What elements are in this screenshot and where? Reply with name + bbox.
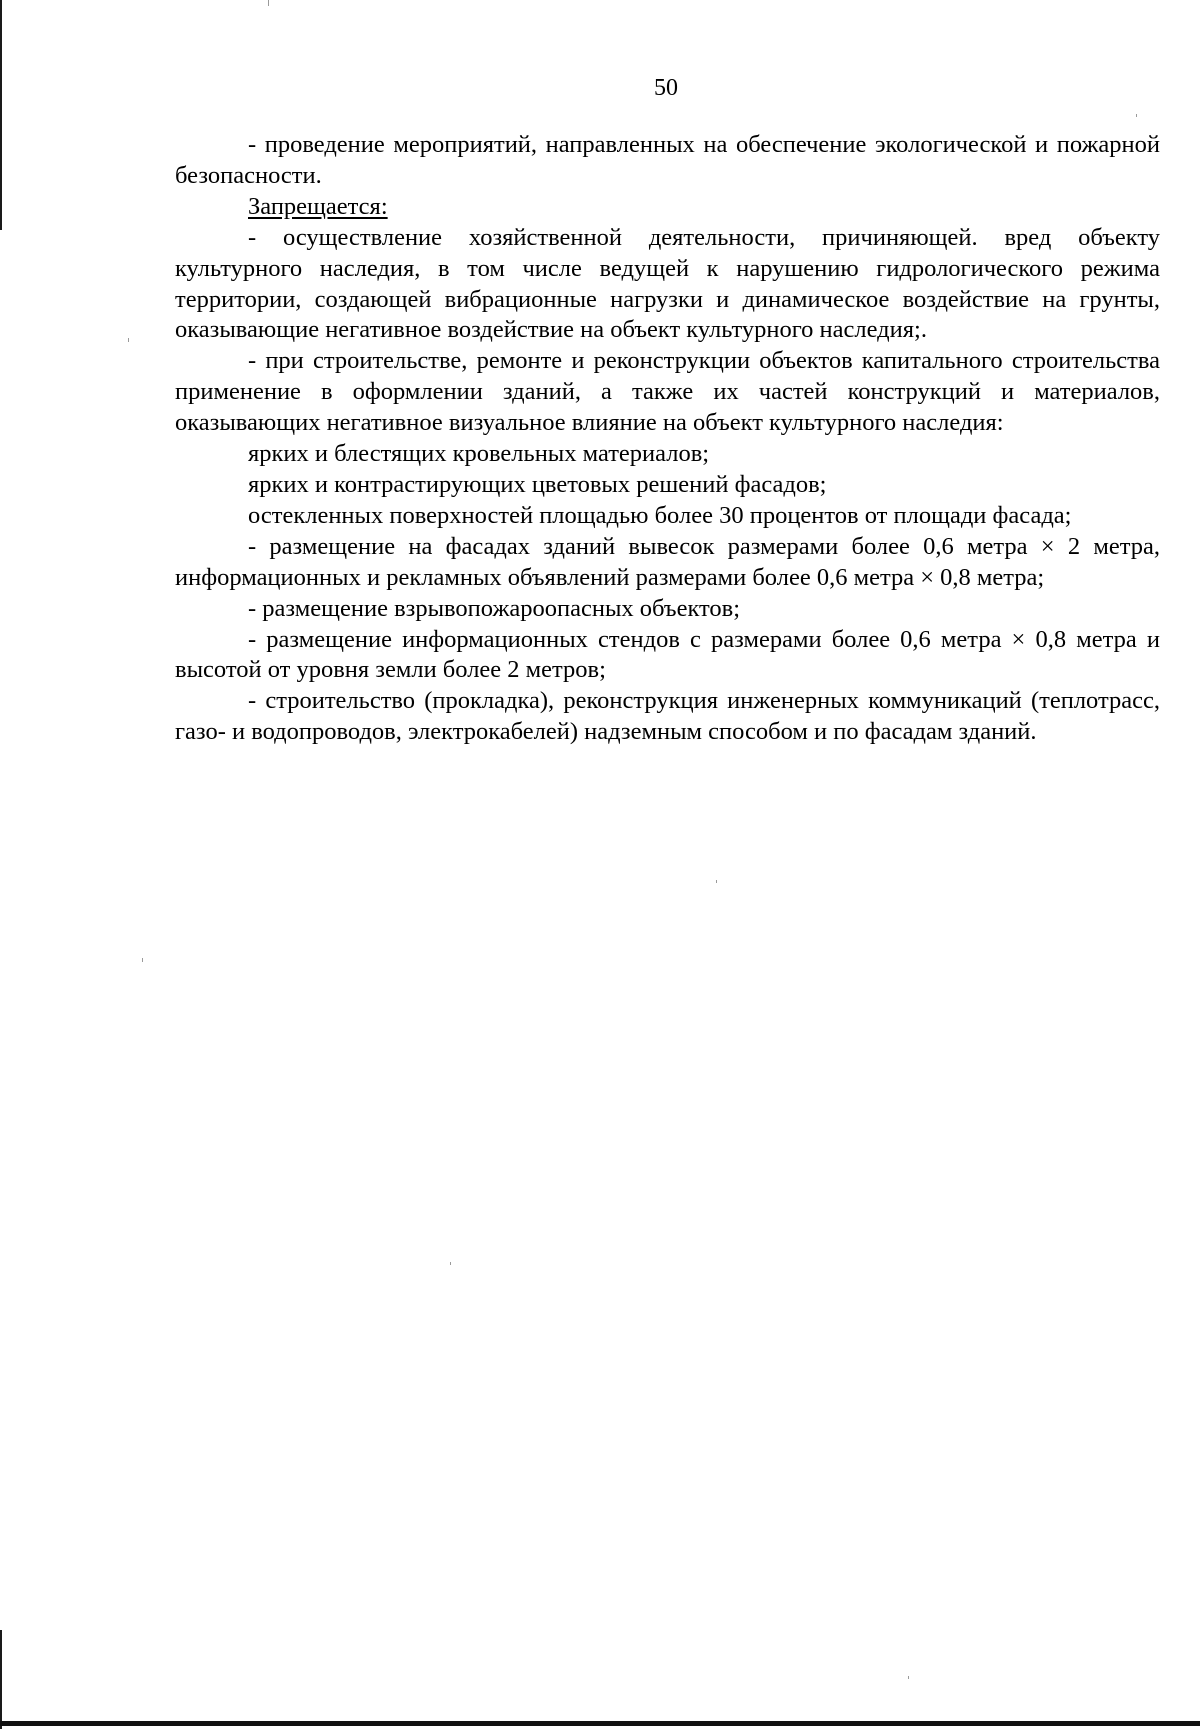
paragraph-utilities: - строительство (прокладка), реконструкция инженерных коммуникаций (теплотрасс, газо- и водопроводов, электрокабелей) надземным способом и по фасадам зданий.	[175, 687, 1160, 746]
scan-speck	[128, 338, 129, 342]
list-item-facade-colors: ярких и контрастирующих цветовых решений фасадов;	[248, 470, 827, 498]
scan-speck	[716, 880, 717, 883]
scan-speck	[450, 1262, 451, 1265]
list-item-roofing: ярких и блестящих кровельных материалов;	[248, 440, 710, 468]
paragraph-economic-activity: - осуществление хозяйственной деятельности, причиняющей. вред объекту культурного наследия, в том числе ведущей к нарушению гидрологического режима территории, создающей вибрационные нагрузки и динамическое воздействие на грунты, оказывающие негативное воздействие на объект культурного наследия;.	[175, 223, 1160, 344]
document-body	[175, 130, 1160, 748]
paragraph-signage: - размещение на фасадах зданий вывесок размерами более 0,6 метра × 2 метра, информационных и рекламных объявлений размерами более 0,6 метра × 0,8 метра;	[175, 532, 1160, 591]
scan-edge-left-bottom	[0, 1630, 2, 1729]
list-item-glazing: остекленных поверхностей площадью более 30 процентов от площади фасада;	[248, 501, 1072, 529]
scan-speck	[268, 0, 269, 6]
scan-speck	[908, 1676, 909, 1679]
paragraph-fire-safety: - проведение мероприятий, направленных на обеспечение экологической и пожарной безопасности.	[175, 131, 1160, 189]
scan-speck	[142, 958, 143, 962]
scan-edge-left-top	[0, 0, 2, 230]
paragraph-info-stands: - размещение информационных стендов с размерами более 0,6 метра × 0,8 метра и высотой от уровня земли более 2 метров;	[175, 625, 1160, 684]
prohibited-heading: Запрещается:	[248, 192, 388, 220]
page-number: 50	[654, 75, 678, 101]
paragraph-hazardous-objects: - размещение взрывопожароопасных объектов;	[248, 594, 741, 622]
paragraph-construction-materials: - при строительстве, ремонте и реконструкции объектов капитального строительства применение в оформлении зданий, а также их частей конструкций и материалов, оказывающих негативное визуальное влияние на объект культурного наследия:	[175, 347, 1160, 437]
scan-edge-bottom	[0, 1721, 1200, 1726]
scan-speck	[1136, 114, 1137, 117]
